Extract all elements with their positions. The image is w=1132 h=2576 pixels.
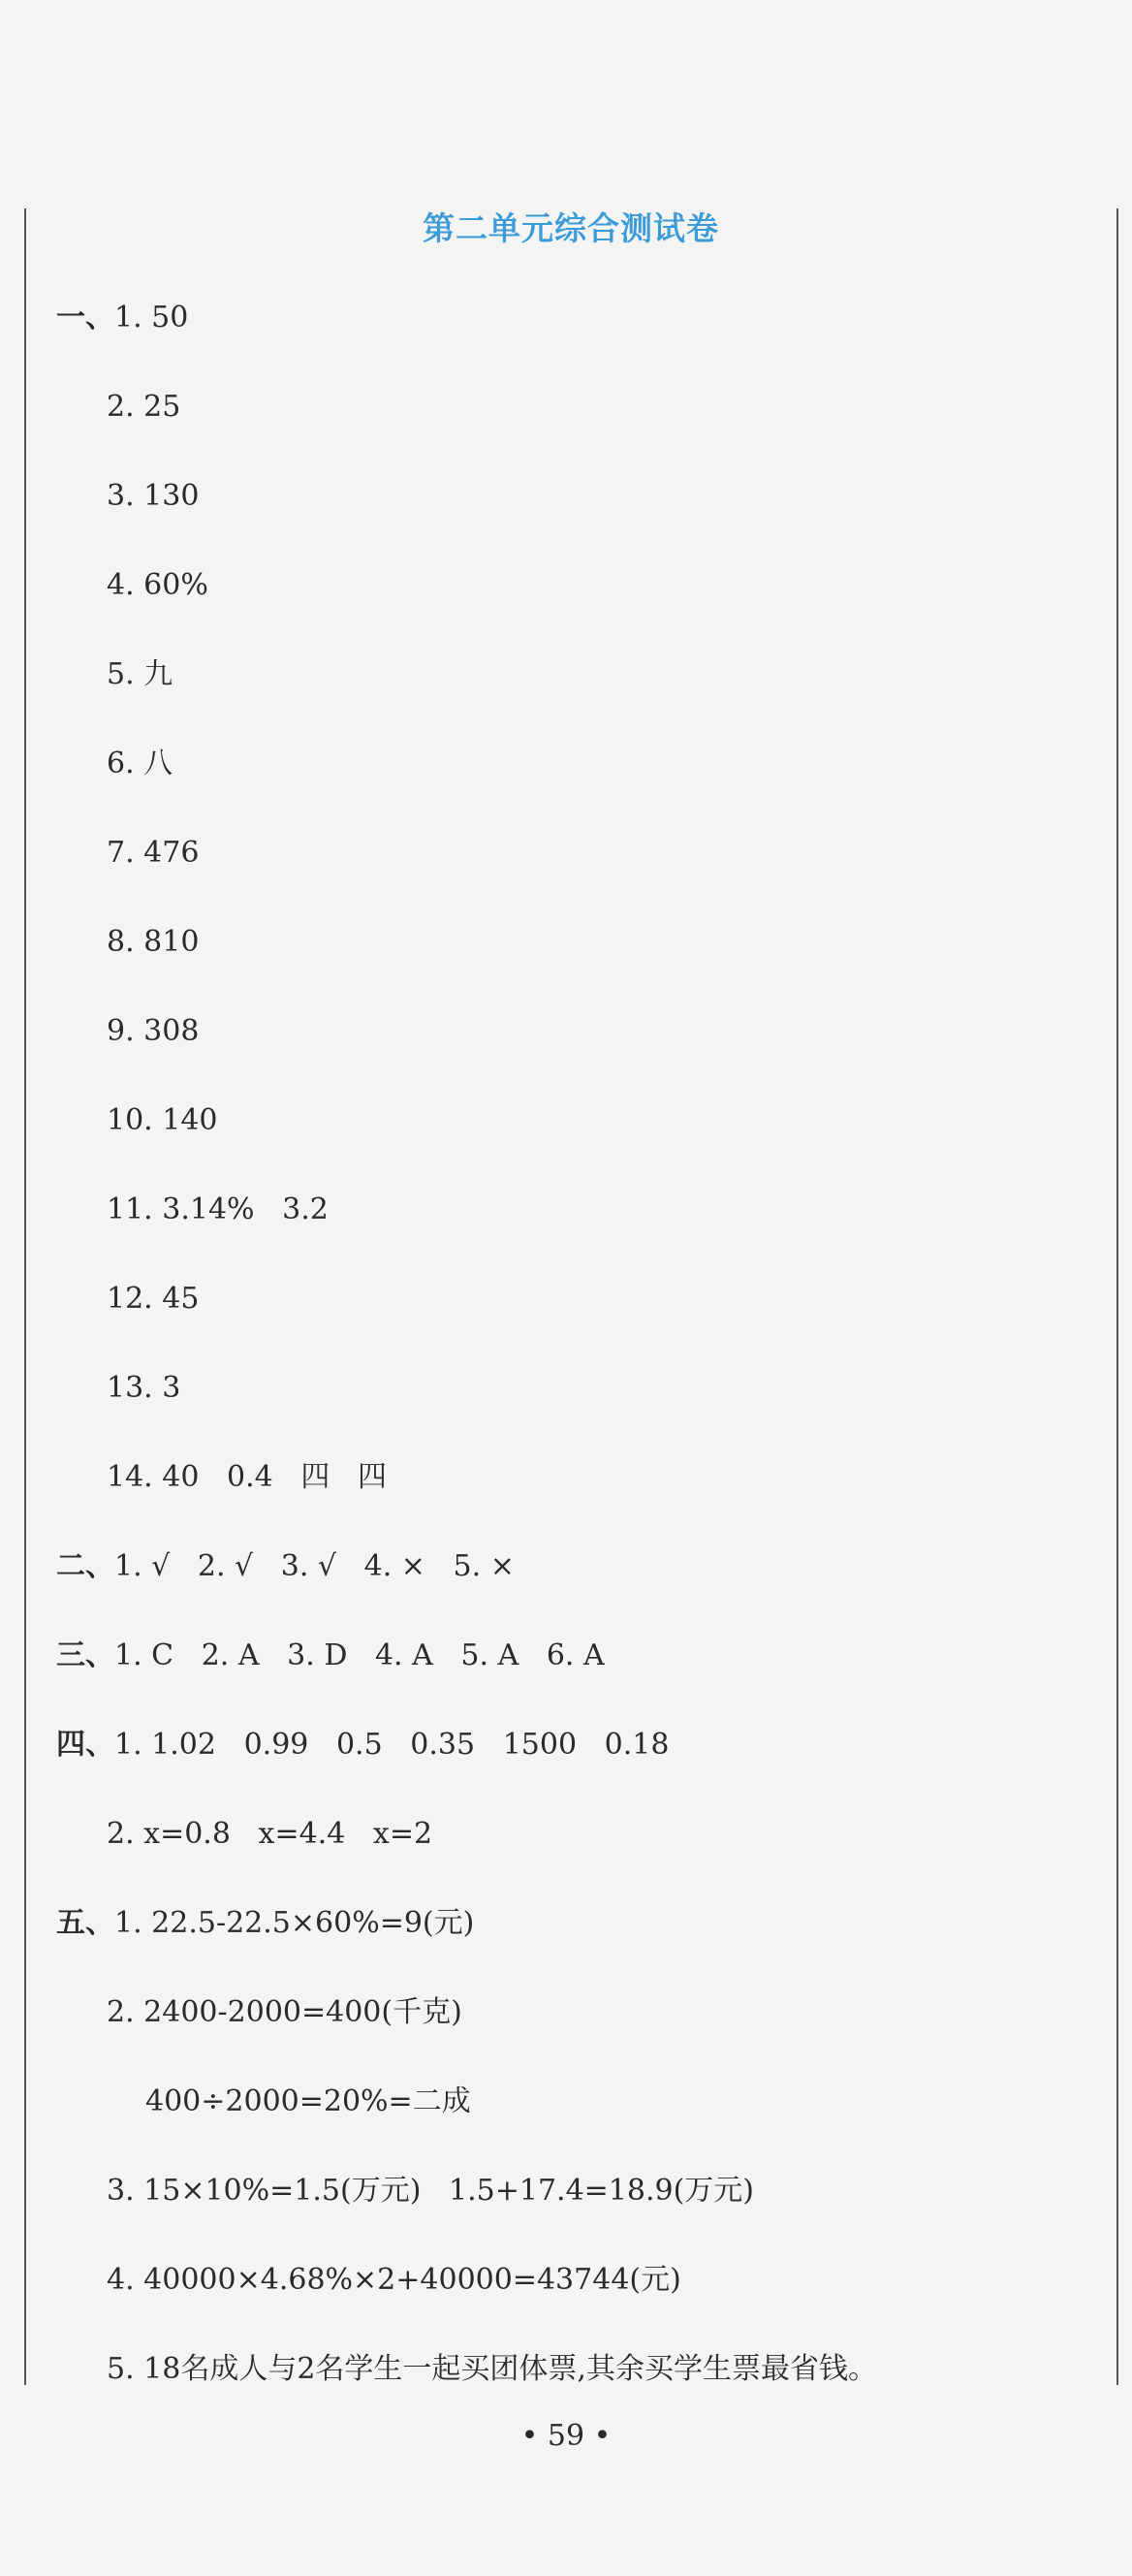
answer-text: 2. 2400-2000=400(千克) — [107, 1995, 462, 2029]
answer-text: 3. 130 — [107, 479, 200, 513]
answer-line — [107, 2261, 681, 2300]
answer-line — [56, 299, 188, 337]
answer-line — [107, 1101, 218, 1140]
answer-line — [107, 1012, 199, 1051]
answer-line — [56, 1904, 474, 1943]
answer-line — [107, 1993, 462, 2032]
answer-text: 1. C 2. A 3. D 4. A 5. A 6. A — [114, 1638, 605, 1672]
page-number: • 59 • — [520, 2419, 612, 2453]
right-margin-rule — [1116, 208, 1118, 2385]
answer-text: 8. 810 — [107, 925, 200, 959]
section-number: 五、 — [56, 1906, 114, 1940]
left-margin-rule — [24, 208, 26, 2385]
answer-line — [107, 1191, 329, 1229]
answer-text: 7. 476 — [107, 836, 200, 870]
answer-text: 4. 60% — [107, 568, 208, 602]
answer-line — [56, 1726, 669, 1765]
answer-text: 2. 25 — [107, 390, 181, 424]
answer-line — [107, 2172, 754, 2210]
answer-text: 5. 18名成人与2名学生一起买团体票,其余买学生票最省钱。 — [107, 2352, 877, 2386]
answer-text: 9. 308 — [107, 1014, 200, 1048]
answer-text: 4. 40000×4.68%×2+40000=43744(元) — [107, 2263, 681, 2297]
section-number: 二、 — [56, 1549, 114, 1583]
answer-text: 1. √ 2. √ 3. √ 4. × 5. × — [114, 1549, 515, 1583]
answer-line — [107, 655, 173, 694]
answer-line — [107, 1458, 387, 1497]
answer-text: 10. 140 — [107, 1103, 218, 1137]
answer-text: 12. 45 — [107, 1282, 200, 1316]
answer-text: 2. x=0.8 x=4.4 x=2 — [107, 1817, 433, 1851]
answer-text: 13. 3 — [107, 1371, 181, 1405]
answer-line — [107, 745, 173, 783]
answer-text: 3. 15×10%=1.5(万元) 1.5+17.4=18.9(万元) — [107, 2174, 754, 2208]
section-number: 三、 — [56, 1638, 114, 1672]
answer-line — [107, 923, 199, 962]
answer-line — [107, 388, 180, 427]
answer-line — [107, 834, 199, 873]
answer-text: 11. 3.14% 3.2 — [107, 1193, 329, 1226]
answer-line — [107, 1815, 432, 1854]
answer-line — [107, 1369, 180, 1408]
answer-text: 6. 八 — [107, 747, 173, 780]
page-title: 第二单元综合测试卷 — [423, 209, 719, 247]
answer-line — [56, 1637, 605, 1675]
answer-text: 400÷2000=20%=二成 — [145, 2084, 471, 2118]
answer-text: 1. 22.5-22.5×60%=9(元) — [114, 1906, 475, 1940]
section-number: 四、 — [56, 1728, 114, 1762]
answer-line — [107, 1280, 199, 1319]
answer-line — [145, 2083, 471, 2121]
answer-text: 1. 1.02 0.99 0.5 0.35 1500 0.18 — [114, 1728, 670, 1762]
answer-line — [107, 566, 208, 605]
answer-line — [56, 1547, 515, 1586]
answer-text: 1. 50 — [114, 301, 189, 334]
answer-line — [107, 477, 199, 516]
answer-text: 14. 40 0.4 四 四 — [107, 1460, 387, 1494]
answer-text: 5. 九 — [107, 657, 173, 691]
answer-line — [107, 2350, 877, 2389]
section-number: 一、 — [56, 301, 114, 334]
